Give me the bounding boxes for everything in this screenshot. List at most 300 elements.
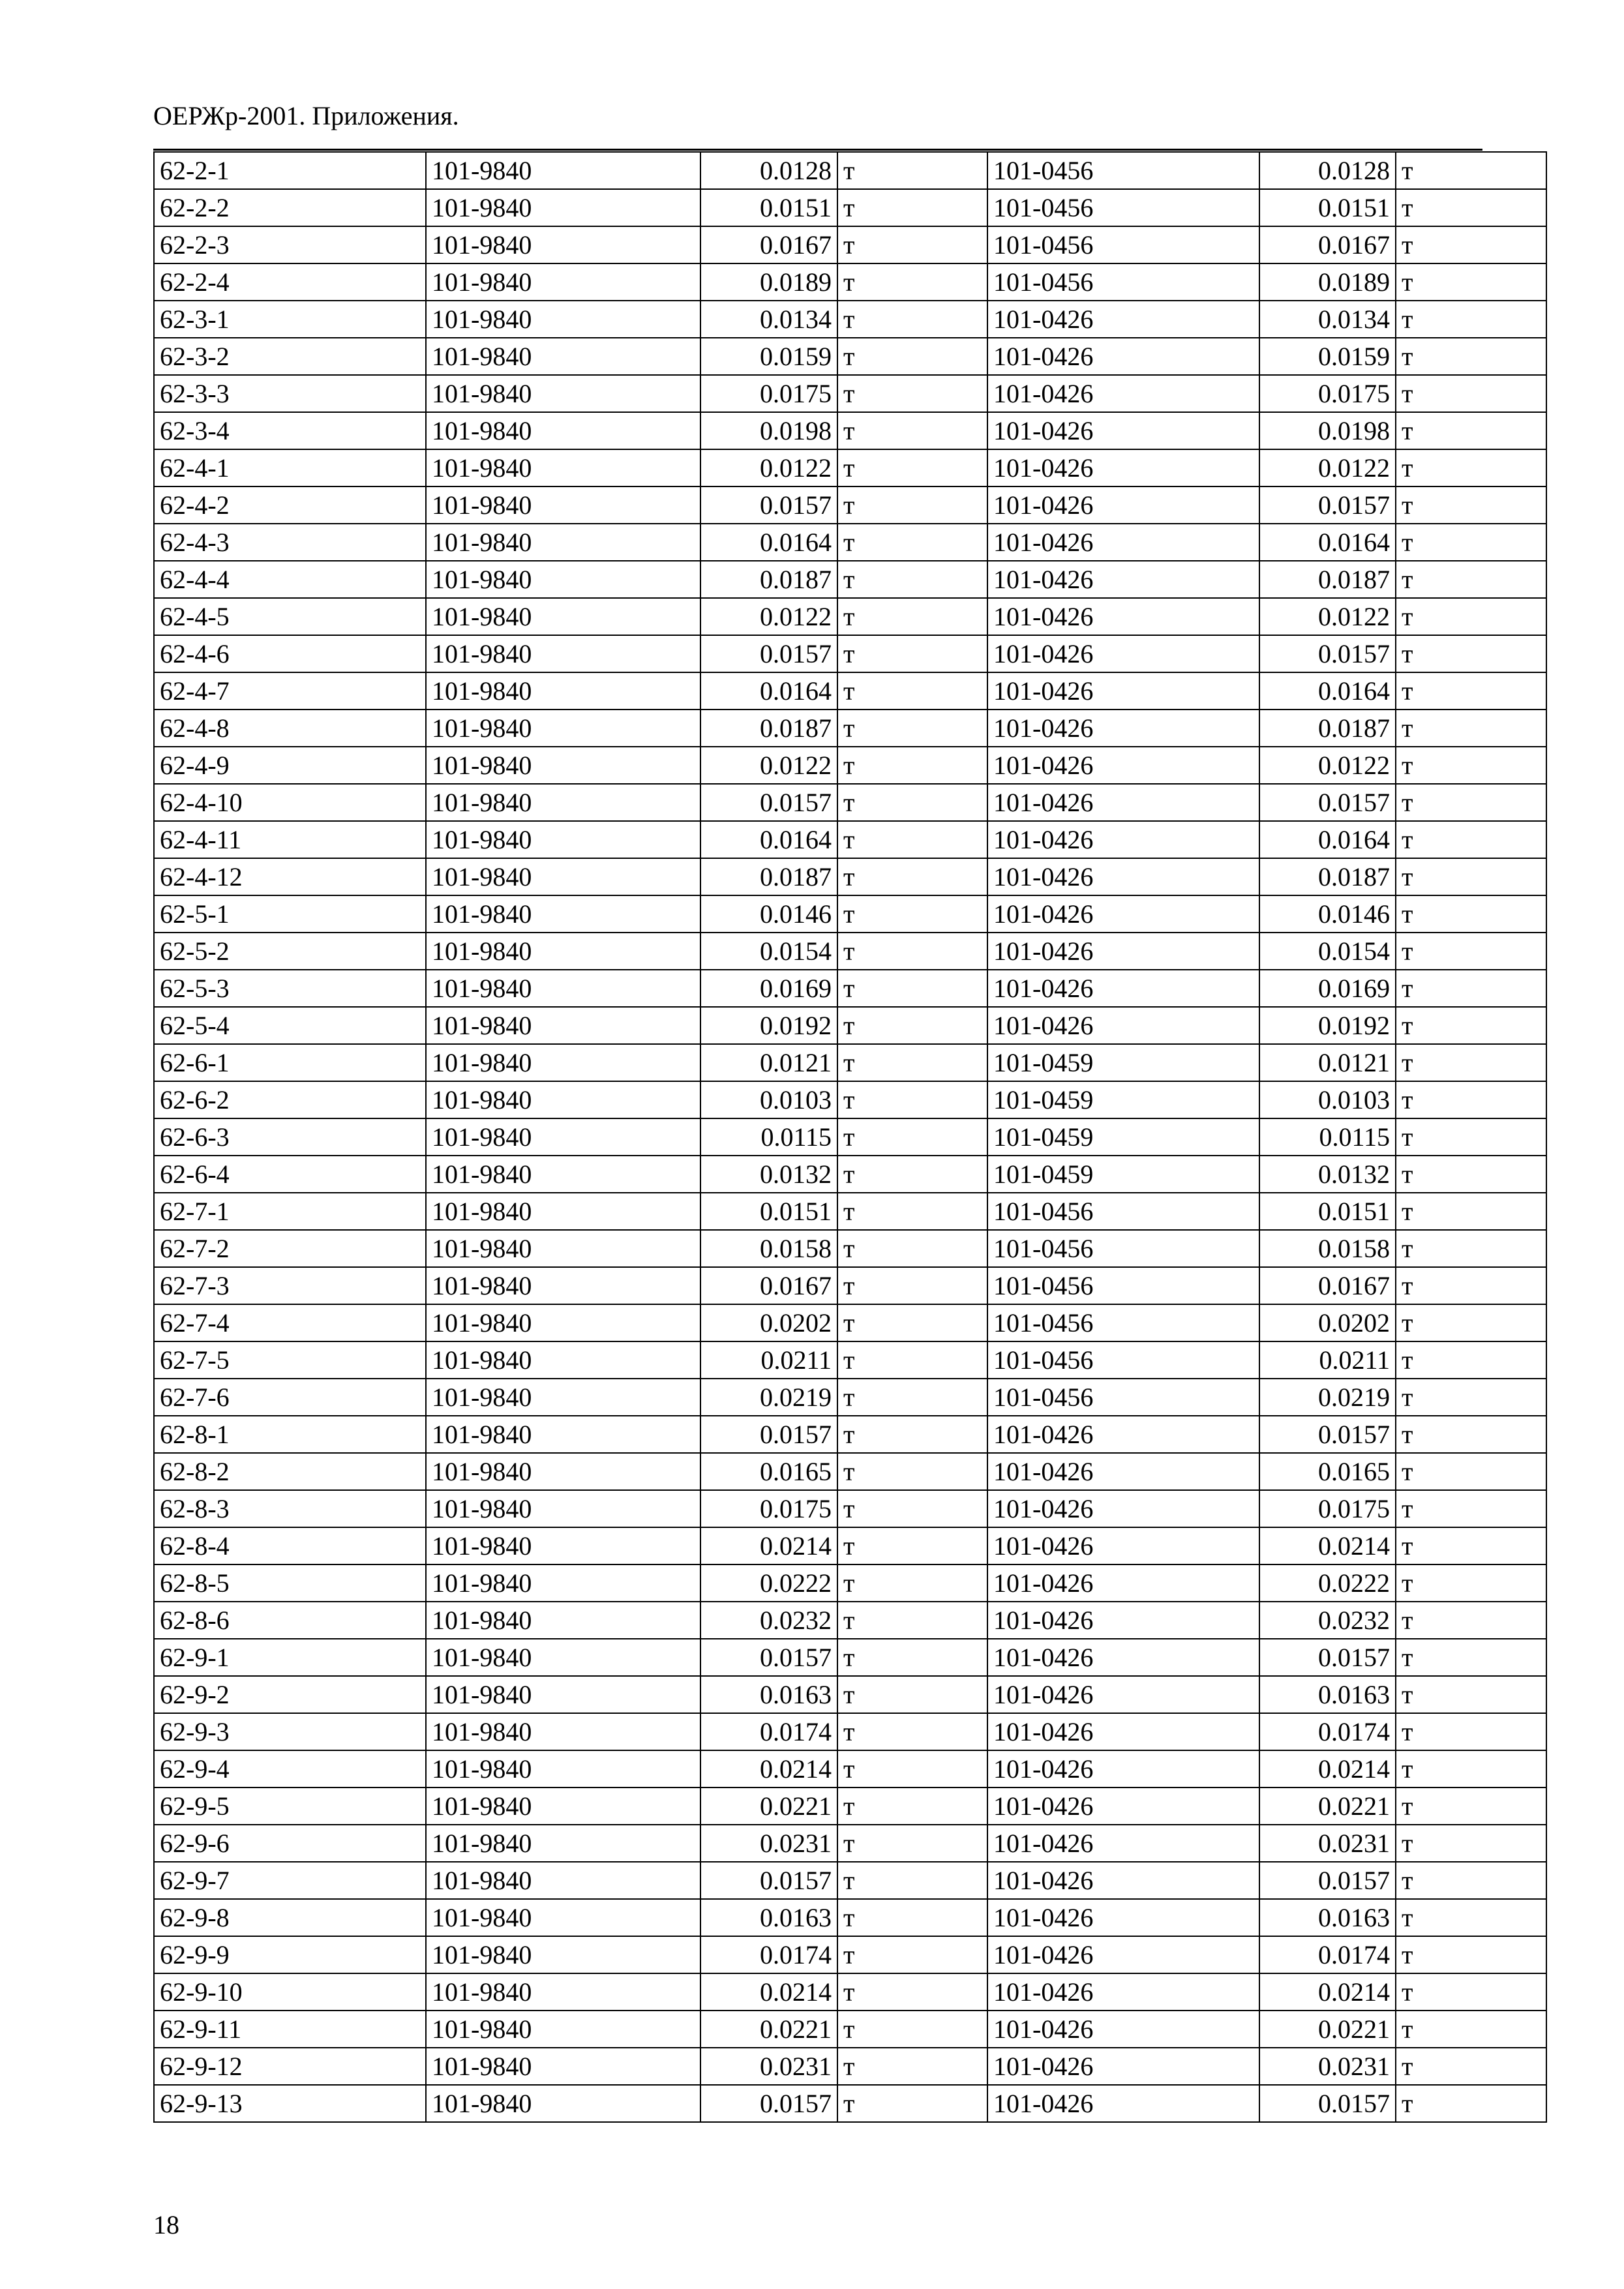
page-header: ОЕРЖр-2001. Приложения. xyxy=(153,101,459,130)
unit-cell: т xyxy=(837,412,987,449)
replacement-quantity-cell: 0.0157 xyxy=(1259,784,1396,821)
norm-code-cell: 62-4-1 xyxy=(154,449,426,486)
resource-code-cell: 101-9840 xyxy=(426,635,700,672)
replacement-unit-cell: т xyxy=(1396,1750,1546,1788)
resource-code-cell: 101-9840 xyxy=(426,1044,700,1081)
resource-code-cell: 101-9840 xyxy=(426,412,700,449)
replacement-unit-cell: т xyxy=(1396,2048,1546,2085)
replacement-unit-cell: т xyxy=(1396,2085,1546,2122)
table-row xyxy=(154,1341,1546,1379)
quantity-cell: 0.0174 xyxy=(700,1713,837,1750)
replacement-resource-cell: 101-0426 xyxy=(987,821,1259,858)
resource-code-cell: 101-9840 xyxy=(426,1490,700,1527)
replacement-quantity-cell: 0.0192 xyxy=(1259,1007,1396,1044)
replacement-unit-cell: т xyxy=(1396,1453,1546,1490)
norm-code-cell: 62-3-2 xyxy=(154,338,426,375)
norm-code-cell: 62-9-13 xyxy=(154,2085,426,2122)
replacement-quantity-cell: 0.0214 xyxy=(1259,1750,1396,1788)
replacement-unit-cell: т xyxy=(1396,375,1546,412)
replacement-resource-cell: 101-0456 xyxy=(987,1193,1259,1230)
norm-code-cell: 62-3-3 xyxy=(154,375,426,412)
replacement-resource-cell: 101-0459 xyxy=(987,1156,1259,1193)
norm-code-cell: 62-6-4 xyxy=(154,1156,426,1193)
replacement-unit-cell: т xyxy=(1396,1973,1546,2011)
replacement-unit-cell: т xyxy=(1396,1899,1546,1936)
replacement-quantity-cell: 0.0132 xyxy=(1259,1156,1396,1193)
table-row xyxy=(154,1639,1546,1676)
resource-code-cell: 101-9840 xyxy=(426,1527,700,1564)
table-row xyxy=(154,1007,1546,1044)
replacement-unit-cell: т xyxy=(1396,1007,1546,1044)
replacement-resource-cell: 101-0426 xyxy=(987,933,1259,970)
replacement-unit-cell: т xyxy=(1396,970,1546,1007)
unit-cell: т xyxy=(837,1044,987,1081)
resource-code-cell: 101-9840 xyxy=(426,1973,700,2011)
replacement-quantity-cell: 0.0121 xyxy=(1259,1044,1396,1081)
unit-cell: т xyxy=(837,1118,987,1156)
replacement-unit-cell: т xyxy=(1396,1081,1546,1118)
norm-code-cell: 62-3-4 xyxy=(154,412,426,449)
norm-code-cell: 62-9-7 xyxy=(154,1862,426,1899)
replacement-quantity-cell: 0.0174 xyxy=(1259,1936,1396,1973)
norm-code-cell: 62-6-3 xyxy=(154,1118,426,1156)
quantity-cell: 0.0128 xyxy=(700,152,837,189)
table-row xyxy=(154,1156,1546,1193)
resource-code-cell: 101-9840 xyxy=(426,1936,700,1973)
resource-code-cell: 101-9840 xyxy=(426,933,700,970)
table-row xyxy=(154,895,1546,933)
norm-code-cell: 62-8-2 xyxy=(154,1453,426,1490)
norm-code-cell: 62-7-6 xyxy=(154,1379,426,1416)
quantity-cell: 0.0167 xyxy=(700,1267,837,1304)
replacement-unit-cell: т xyxy=(1396,1379,1546,1416)
replacement-unit-cell: т xyxy=(1396,1044,1546,1081)
table-row xyxy=(154,226,1546,263)
replacement-resource-cell: 101-0426 xyxy=(987,2085,1259,2122)
unit-cell: т xyxy=(837,710,987,747)
unit-cell: т xyxy=(837,1304,987,1341)
replacement-unit-cell: т xyxy=(1396,301,1546,338)
replacement-unit-cell: т xyxy=(1396,1676,1546,1713)
replacement-quantity-cell: 0.0175 xyxy=(1259,375,1396,412)
unit-cell: т xyxy=(837,598,987,635)
replacement-resource-cell: 101-0426 xyxy=(987,895,1259,933)
replacement-unit-cell: т xyxy=(1396,895,1546,933)
resource-code-cell: 101-9840 xyxy=(426,821,700,858)
norm-code-cell: 62-5-3 xyxy=(154,970,426,1007)
resource-code-cell: 101-9840 xyxy=(426,1156,700,1193)
replacement-unit-cell: т xyxy=(1396,1713,1546,1750)
unit-cell: т xyxy=(837,1230,987,1267)
quantity-cell: 0.0159 xyxy=(700,338,837,375)
resource-code-cell: 101-9840 xyxy=(426,301,700,338)
quantity-cell: 0.0164 xyxy=(700,672,837,710)
replacement-quantity-cell: 0.0146 xyxy=(1259,895,1396,933)
norm-code-cell: 62-7-4 xyxy=(154,1304,426,1341)
quantity-cell: 0.0163 xyxy=(700,1899,837,1936)
norm-code-cell: 62-8-4 xyxy=(154,1527,426,1564)
unit-cell: т xyxy=(837,1862,987,1899)
replacement-quantity-cell: 0.0157 xyxy=(1259,1862,1396,1899)
unit-cell: т xyxy=(837,672,987,710)
unit-cell: т xyxy=(837,1639,987,1676)
norm-code-cell: 62-6-1 xyxy=(154,1044,426,1081)
unit-cell: т xyxy=(837,1750,987,1788)
norm-code-cell: 62-6-2 xyxy=(154,1081,426,1118)
table-row xyxy=(154,1118,1546,1156)
table-row xyxy=(154,747,1546,784)
unit-cell: т xyxy=(837,635,987,672)
replacement-resource-cell: 101-0426 xyxy=(987,1453,1259,1490)
replacement-resource-cell: 101-0459 xyxy=(987,1081,1259,1118)
norm-code-cell: 62-9-12 xyxy=(154,2048,426,2085)
replacement-unit-cell: т xyxy=(1396,1936,1546,1973)
replacement-unit-cell: т xyxy=(1396,598,1546,635)
table-row xyxy=(154,1490,1546,1527)
replacement-quantity-cell: 0.0122 xyxy=(1259,449,1396,486)
quantity-cell: 0.0151 xyxy=(700,189,837,226)
table-row xyxy=(154,152,1546,189)
resource-code-cell: 101-9840 xyxy=(426,1267,700,1304)
quantity-cell: 0.0187 xyxy=(700,710,837,747)
replacement-unit-cell: т xyxy=(1396,1304,1546,1341)
replacement-resource-cell: 101-0426 xyxy=(987,1676,1259,1713)
norm-code-cell: 62-2-1 xyxy=(154,152,426,189)
quantity-cell: 0.0222 xyxy=(700,1564,837,1602)
quantity-cell: 0.0157 xyxy=(700,486,837,524)
replacement-resource-cell: 101-0456 xyxy=(987,189,1259,226)
resource-code-cell: 101-9840 xyxy=(426,1862,700,1899)
table-row xyxy=(154,1788,1546,1825)
quantity-cell: 0.0214 xyxy=(700,1750,837,1788)
replacement-quantity-cell: 0.0187 xyxy=(1259,858,1396,895)
replacement-unit-cell: т xyxy=(1396,672,1546,710)
table-row xyxy=(154,784,1546,821)
replacement-resource-cell: 101-0426 xyxy=(987,412,1259,449)
replacement-unit-cell: т xyxy=(1396,710,1546,747)
norm-code-cell: 62-9-5 xyxy=(154,1788,426,1825)
norm-code-cell: 62-5-4 xyxy=(154,1007,426,1044)
replacement-resource-cell: 101-0426 xyxy=(987,598,1259,635)
table-row xyxy=(154,338,1546,375)
replacement-resource-cell: 101-0456 xyxy=(987,263,1259,301)
quantity-cell: 0.0157 xyxy=(700,2085,837,2122)
unit-cell: т xyxy=(837,486,987,524)
resource-code-cell: 101-9840 xyxy=(426,375,700,412)
norm-code-cell: 62-9-8 xyxy=(154,1899,426,1936)
replacement-quantity-cell: 0.0202 xyxy=(1259,1304,1396,1341)
resource-code-cell: 101-9840 xyxy=(426,1193,700,1230)
unit-cell: т xyxy=(837,784,987,821)
unit-cell: т xyxy=(837,1453,987,1490)
quantity-cell: 0.0146 xyxy=(700,895,837,933)
replacement-quantity-cell: 0.0163 xyxy=(1259,1676,1396,1713)
unit-cell: т xyxy=(837,1341,987,1379)
norm-code-cell: 62-5-2 xyxy=(154,933,426,970)
resource-code-cell: 101-9840 xyxy=(426,152,700,189)
table-row xyxy=(154,1564,1546,1602)
norm-code-cell: 62-7-2 xyxy=(154,1230,426,1267)
replacement-resource-cell: 101-0426 xyxy=(987,858,1259,895)
replacement-resource-cell: 101-0426 xyxy=(987,1750,1259,1788)
replacement-resource-cell: 101-0426 xyxy=(987,449,1259,486)
table-row xyxy=(154,1379,1546,1416)
replacement-quantity-cell: 0.0151 xyxy=(1259,189,1396,226)
quantity-cell: 0.0122 xyxy=(700,598,837,635)
resource-code-cell: 101-9840 xyxy=(426,486,700,524)
replacement-resource-cell: 101-0426 xyxy=(987,1825,1259,1862)
replacement-resource-cell: 101-0456 xyxy=(987,1304,1259,1341)
norm-code-cell: 62-3-1 xyxy=(154,301,426,338)
replacement-quantity-cell: 0.0103 xyxy=(1259,1081,1396,1118)
unit-cell: т xyxy=(837,858,987,895)
resource-code-cell: 101-9840 xyxy=(426,1081,700,1118)
replacement-quantity-cell: 0.0157 xyxy=(1259,1416,1396,1453)
quantity-cell: 0.0192 xyxy=(700,1007,837,1044)
table-row xyxy=(154,970,1546,1007)
unit-cell: т xyxy=(837,1416,987,1453)
replacement-quantity-cell: 0.0157 xyxy=(1259,635,1396,672)
table-row xyxy=(154,1453,1546,1490)
replacement-quantity-cell: 0.0128 xyxy=(1259,152,1396,189)
unit-cell: т xyxy=(837,301,987,338)
unit-cell: т xyxy=(837,152,987,189)
table-row xyxy=(154,1230,1546,1267)
replacement-unit-cell: т xyxy=(1396,1639,1546,1676)
quantity-cell: 0.0187 xyxy=(700,561,837,598)
replacement-unit-cell: т xyxy=(1396,1267,1546,1304)
quantity-cell: 0.0151 xyxy=(700,1193,837,1230)
quantity-cell: 0.0187 xyxy=(700,858,837,895)
quantity-cell: 0.0157 xyxy=(700,635,837,672)
replacement-resource-cell: 101-0426 xyxy=(987,301,1259,338)
replacement-quantity-cell: 0.0222 xyxy=(1259,1564,1396,1602)
replacement-resource-cell: 101-0426 xyxy=(987,1527,1259,1564)
replacement-unit-cell: т xyxy=(1396,1602,1546,1639)
resource-code-cell: 101-9840 xyxy=(426,2085,700,2122)
quantity-cell: 0.0198 xyxy=(700,412,837,449)
replacement-quantity-cell: 0.0187 xyxy=(1259,710,1396,747)
replacement-unit-cell: т xyxy=(1396,821,1546,858)
resource-code-cell: 101-9840 xyxy=(426,710,700,747)
quantity-cell: 0.0231 xyxy=(700,1825,837,1862)
resource-code-cell: 101-9840 xyxy=(426,1788,700,1825)
table-row xyxy=(154,412,1546,449)
norm-code-cell: 62-4-7 xyxy=(154,672,426,710)
replacement-resource-cell: 101-0426 xyxy=(987,1936,1259,1973)
quantity-cell: 0.0157 xyxy=(700,1862,837,1899)
replacement-resource-cell: 101-0456 xyxy=(987,1341,1259,1379)
replacement-quantity-cell: 0.0232 xyxy=(1259,1602,1396,1639)
replacement-quantity-cell: 0.0214 xyxy=(1259,1527,1396,1564)
unit-cell: т xyxy=(837,1936,987,1973)
table-row xyxy=(154,1527,1546,1564)
replacement-unit-cell: т xyxy=(1396,524,1546,561)
resource-code-cell: 101-9840 xyxy=(426,263,700,301)
table-row xyxy=(154,2048,1546,2085)
resource-code-cell: 101-9840 xyxy=(426,189,700,226)
quantity-cell: 0.0167 xyxy=(700,226,837,263)
replacement-unit-cell: т xyxy=(1396,1862,1546,1899)
replacement-resource-cell: 101-0426 xyxy=(987,561,1259,598)
replacement-unit-cell: т xyxy=(1396,2011,1546,2048)
table-row xyxy=(154,710,1546,747)
unit-cell: т xyxy=(837,895,987,933)
table-row xyxy=(154,1936,1546,1973)
replacement-quantity-cell: 0.0219 xyxy=(1259,1379,1396,1416)
replacement-resource-cell: 101-0426 xyxy=(987,1639,1259,1676)
norm-code-cell: 62-9-1 xyxy=(154,1639,426,1676)
replacement-unit-cell: т xyxy=(1396,449,1546,486)
table-row xyxy=(154,1713,1546,1750)
replacement-resource-cell: 101-0426 xyxy=(987,672,1259,710)
replacement-resource-cell: 101-0426 xyxy=(987,1602,1259,1639)
quantity-cell: 0.0202 xyxy=(700,1304,837,1341)
quantity-cell: 0.0164 xyxy=(700,821,837,858)
norm-code-cell: 62-9-2 xyxy=(154,1676,426,1713)
norm-code-cell: 62-4-12 xyxy=(154,858,426,895)
unit-cell: т xyxy=(837,1007,987,1044)
table-row xyxy=(154,1081,1546,1118)
replacement-resource-cell: 101-0426 xyxy=(987,1490,1259,1527)
unit-cell: т xyxy=(837,561,987,598)
resource-code-cell: 101-9840 xyxy=(426,2011,700,2048)
table-row xyxy=(154,301,1546,338)
table-row xyxy=(154,524,1546,561)
quantity-cell: 0.0132 xyxy=(700,1156,837,1193)
norm-code-cell: 62-9-9 xyxy=(154,1936,426,1973)
unit-cell: т xyxy=(837,970,987,1007)
norm-code-cell: 62-8-5 xyxy=(154,1564,426,1602)
norm-code-cell: 62-2-3 xyxy=(154,226,426,263)
replacement-quantity-cell: 0.0122 xyxy=(1259,747,1396,784)
unit-cell: т xyxy=(837,1564,987,1602)
norm-code-cell: 62-8-6 xyxy=(154,1602,426,1639)
unit-cell: т xyxy=(837,263,987,301)
unit-cell: т xyxy=(837,1602,987,1639)
replacement-quantity-cell: 0.0169 xyxy=(1259,970,1396,1007)
replacement-resource-cell: 101-0426 xyxy=(987,2011,1259,2048)
resource-code-cell: 101-9840 xyxy=(426,226,700,263)
replacement-quantity-cell: 0.0157 xyxy=(1259,1639,1396,1676)
replacement-resource-cell: 101-0456 xyxy=(987,1230,1259,1267)
replacement-resource-cell: 101-0426 xyxy=(987,338,1259,375)
quantity-cell: 0.0189 xyxy=(700,263,837,301)
quantity-cell: 0.0232 xyxy=(700,1602,837,1639)
norm-code-cell: 62-8-3 xyxy=(154,1490,426,1527)
norm-code-cell: 62-4-2 xyxy=(154,486,426,524)
replacement-resource-cell: 101-0456 xyxy=(987,1379,1259,1416)
replacement-quantity-cell: 0.0164 xyxy=(1259,672,1396,710)
unit-cell: т xyxy=(837,1193,987,1230)
replacement-resource-cell: 101-0426 xyxy=(987,1788,1259,1825)
replacement-resource-cell: 101-0426 xyxy=(987,375,1259,412)
quantity-cell: 0.0165 xyxy=(700,1453,837,1490)
replacement-quantity-cell: 0.0214 xyxy=(1259,1973,1396,2011)
replacement-quantity-cell: 0.0175 xyxy=(1259,1490,1396,1527)
resource-code-cell: 101-9840 xyxy=(426,1750,700,1788)
replacement-unit-cell: т xyxy=(1396,486,1546,524)
table-row xyxy=(154,598,1546,635)
norm-code-cell: 62-7-3 xyxy=(154,1267,426,1304)
unit-cell: т xyxy=(837,1527,987,1564)
unit-cell: т xyxy=(837,189,987,226)
norm-code-cell: 62-5-1 xyxy=(154,895,426,933)
table-row xyxy=(154,1416,1546,1453)
replacement-quantity-cell: 0.0157 xyxy=(1259,2085,1396,2122)
table-row xyxy=(154,1862,1546,1899)
quantity-cell: 0.0175 xyxy=(700,1490,837,1527)
resource-table xyxy=(153,151,1547,2123)
table-row xyxy=(154,1267,1546,1304)
resource-code-cell: 101-9840 xyxy=(426,895,700,933)
resource-code-cell: 101-9840 xyxy=(426,338,700,375)
resource-code-cell: 101-9840 xyxy=(426,449,700,486)
replacement-unit-cell: т xyxy=(1396,1341,1546,1379)
replacement-unit-cell: т xyxy=(1396,226,1546,263)
unit-cell: т xyxy=(837,338,987,375)
norm-code-cell: 62-9-10 xyxy=(154,1973,426,2011)
table-row xyxy=(154,1304,1546,1341)
resource-code-cell: 101-9840 xyxy=(426,1118,700,1156)
replacement-quantity-cell: 0.0174 xyxy=(1259,1713,1396,1750)
resource-code-cell: 101-9840 xyxy=(426,1304,700,1341)
replacement-resource-cell: 101-0426 xyxy=(987,1862,1259,1899)
quantity-cell: 0.0103 xyxy=(700,1081,837,1118)
replacement-unit-cell: т xyxy=(1396,1564,1546,1602)
replacement-resource-cell: 101-0426 xyxy=(987,1416,1259,1453)
table-row xyxy=(154,933,1546,970)
resource-code-cell: 101-9840 xyxy=(426,1341,700,1379)
unit-cell: т xyxy=(837,1156,987,1193)
resource-code-cell: 101-9840 xyxy=(426,1676,700,1713)
norm-code-cell: 62-4-11 xyxy=(154,821,426,858)
table-row xyxy=(154,1973,1546,2011)
table-row xyxy=(154,858,1546,895)
unit-cell: т xyxy=(837,821,987,858)
quantity-cell: 0.0122 xyxy=(700,449,837,486)
resource-code-cell: 101-9840 xyxy=(426,784,700,821)
quantity-cell: 0.0211 xyxy=(700,1341,837,1379)
replacement-quantity-cell: 0.0164 xyxy=(1259,821,1396,858)
replacement-resource-cell: 101-0456 xyxy=(987,226,1259,263)
replacement-resource-cell: 101-0426 xyxy=(987,635,1259,672)
replacement-resource-cell: 101-0426 xyxy=(987,970,1259,1007)
resource-code-cell: 101-9840 xyxy=(426,672,700,710)
norm-code-cell: 62-4-8 xyxy=(154,710,426,747)
resource-code-cell: 101-9840 xyxy=(426,1564,700,1602)
replacement-quantity-cell: 0.0189 xyxy=(1259,263,1396,301)
unit-cell: т xyxy=(837,1825,987,1862)
norm-code-cell: 62-9-6 xyxy=(154,1825,426,1862)
resource-code-cell: 101-9840 xyxy=(426,970,700,1007)
resource-code-cell: 101-9840 xyxy=(426,1825,700,1862)
replacement-unit-cell: т xyxy=(1396,1825,1546,1862)
resource-code-cell: 101-9840 xyxy=(426,1602,700,1639)
quantity-cell: 0.0122 xyxy=(700,747,837,784)
replacement-quantity-cell: 0.0211 xyxy=(1259,1341,1396,1379)
table-row xyxy=(154,1676,1546,1713)
quantity-cell: 0.0174 xyxy=(700,1936,837,1973)
unit-cell: т xyxy=(837,2085,987,2122)
quantity-cell: 0.0154 xyxy=(700,933,837,970)
resource-code-cell: 101-9840 xyxy=(426,747,700,784)
unit-cell: т xyxy=(837,1081,987,1118)
quantity-cell: 0.0221 xyxy=(700,1788,837,1825)
unit-cell: т xyxy=(837,1899,987,1936)
replacement-resource-cell: 101-0456 xyxy=(987,1267,1259,1304)
quantity-cell: 0.0157 xyxy=(700,784,837,821)
